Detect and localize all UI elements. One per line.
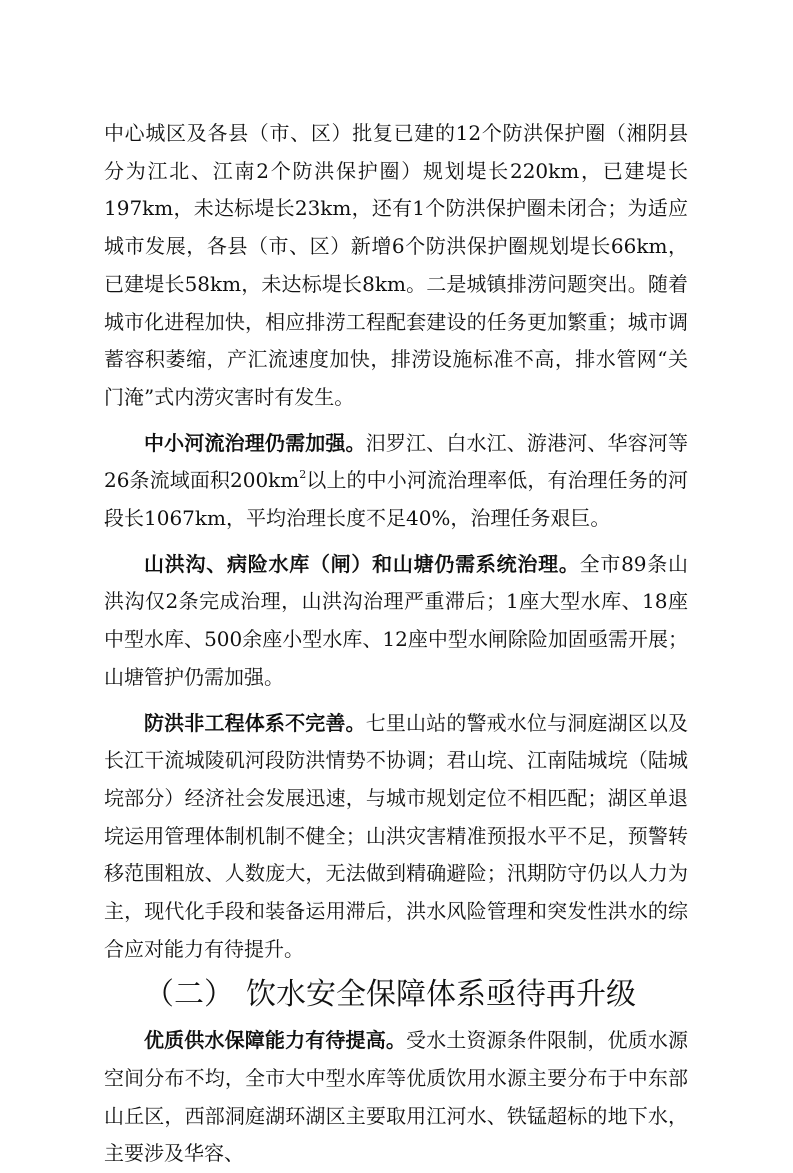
paragraph-non-engineering-system [104, 705, 688, 969]
paragraph-lead-water-supply: 优质供水保障能力有待提高。 [144, 1028, 406, 1053]
document-page [104, 115, 688, 1173]
paragraph-body-water-supply: 受水土资源条件限制，优质水源空间分布不均，全市大中型水库等优质饮用水源主要分布于中东部山丘区，西部洞庭湖环湖区主要取用江河水、铁锰超标的地下水，主要涉及华容、 [104, 1028, 688, 1166]
paragraph-mountain-torrents [104, 546, 688, 697]
paragraph-body-mountain-torrents: 全市89条山洪沟仅2条完成治理，山洪沟治理严重滞后；1座大型水库、18座中型水库、500余座小型水库、12座中型水闸除险加固亟需开展；山塘管护仍需加强。 [104, 551, 689, 689]
section-heading-drinking-water [104, 976, 688, 1014]
paragraph-water-supply [104, 1022, 688, 1173]
paragraph-lead-small-rivers: 中小河流治理仍需加强。 [144, 430, 366, 455]
paragraph-body-non-engineering-system: 七里山站的警戒水位与洞庭湖区以及长江干流城陵矶河段防洪情势不协调；君山垸、江南陆城垸（陆城垸部分）经济社会发展迅速，与城市规划定位不相匹配；湖区单退垸运用管理体制机制不健全；山洪灾害精准预报水平不足，预警转移范围粗放、人数庞大，无法做到精确避险；汛期防守仍以人力为主，现代化手段和装备运用滞后，洪水风险管理和突发性洪水的综合应对能力有待提升。 [104, 710, 689, 961]
section-number: （二） [144, 977, 234, 1013]
paragraph-flood-protection-circles: 中心城区及各县（市、区）批复已建的12个防洪保护圈（湘阴县分为江北、江南2个防洪保护圈）规划堤长220km，已建堤长197km，未达标堤长23km，还有1个防洪保护圈未闭合；为适应城市发展，各县（市、区）新增6个防洪保护圈规划堤长66km，已建堤长58km，未达标堤长8km。二是城镇排涝问题突出。随着城市化进程加快，相应排涝工程配套建设的任务更加繁重；城市调蓄容积萎缩，产汇流速度加快，排涝设施标准不高，排水管网“关门淹”式内涝灾害时有发生。 [104, 121, 688, 409]
paragraph-lead-non-engineering-system: 防洪非工程体系不完善。 [144, 710, 366, 735]
paragraph-body-small-rivers-a: 汨罗江、白水江、游港河、华容河等26条流域面积200km [104, 430, 689, 493]
paragraph-body-small-rivers-b: 以上的中小河流治理率低，有治理任务的河段长1067km，平均治理长度不足40%，治理任务艰巨。 [104, 468, 688, 531]
area-unit-superscript: 2 [299, 468, 307, 482]
section-title: 饮水安全保障体系亟待再升级 [246, 977, 636, 1013]
paragraph-lead-mountain-torrents: 山洪沟、病险水库（闸）和山塘仍需系统治理。 [144, 551, 580, 576]
paragraph-small-rivers [104, 425, 688, 538]
